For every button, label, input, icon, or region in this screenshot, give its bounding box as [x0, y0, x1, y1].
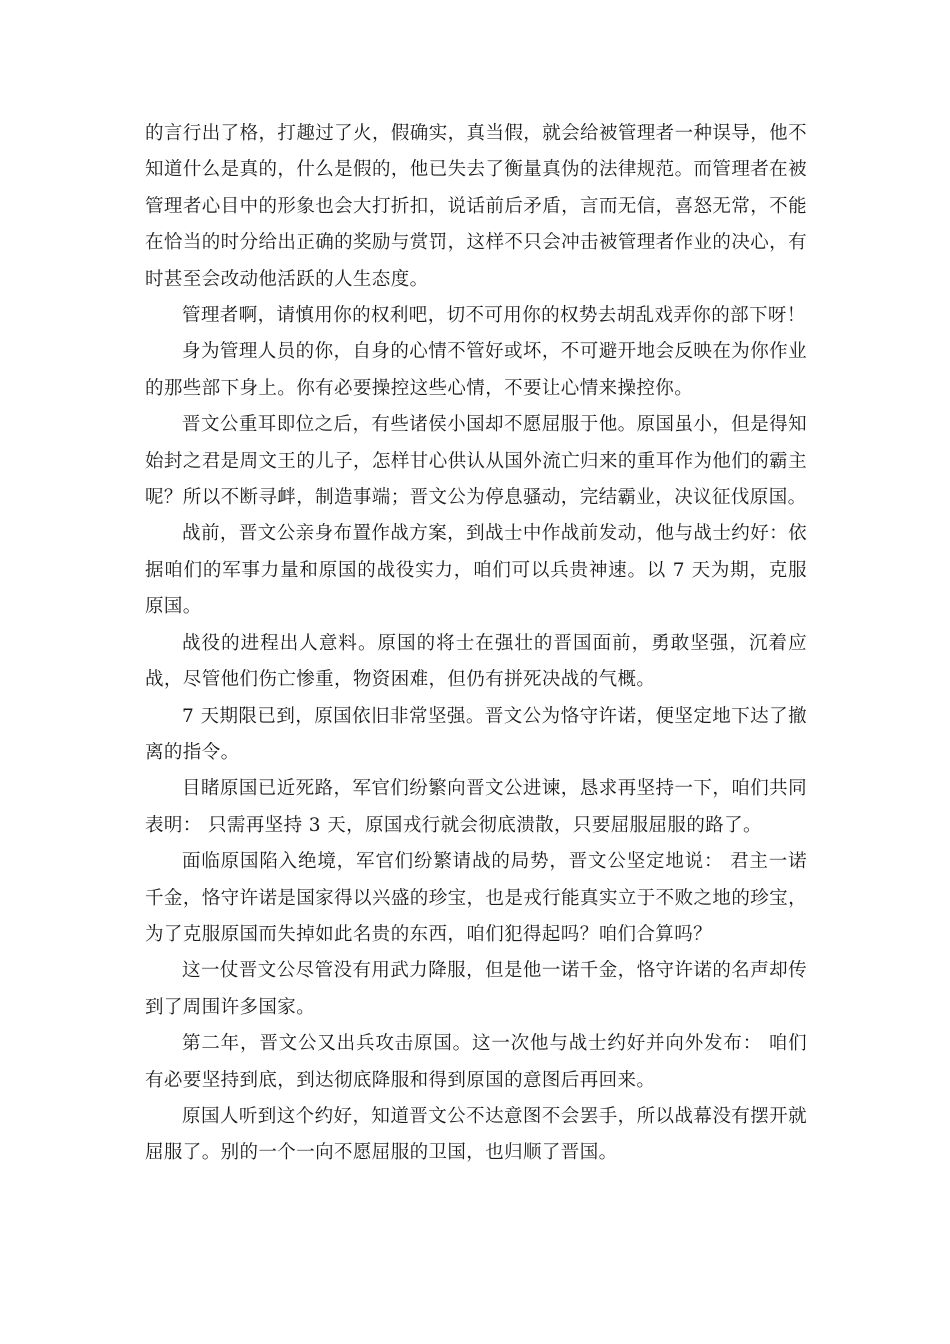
paragraph-6: 战役的进程出人意料。原国的将士在强壮的晋国面前，勇敢坚强，沉着应战，尽管他们伤亡惨重，物资困难，但仍有拼死决战的气概。: [145, 632, 807, 691]
paragraph-4: 晋文公重耳即位之后，有些诸侯小国却不愿屈服于他。原国虽小，但是得知始封之君是周文王的儿子，怎样甘心供认从国外流亡归来的重耳作为他们的霸主呢？所以不断寻衅，制造事端；晋文公为停息骚动，完结霸业，决议征伐原国。: [145, 414, 807, 509]
paragraph-10: 这一仗晋文公尽管没有用武力降服，但是他一诺千金，恪守许诺的名声却传到了周围许多国家。: [145, 960, 807, 1018]
paragraph-11: 第二年，晋文公又出兵攻击原国。这一次他与战士约好并向外发布： 咱们有必要坚持到底，到达彻底降服和得到原国的意图后再回来。: [145, 1033, 807, 1091]
paragraph-12: 原国人听到这个约好，知道晋文公不达意图不会罢手，所以战幕没有摆开就屈服了。别的一个一向不愿屈服的卫国，也归顺了晋国。: [145, 1105, 807, 1164]
paragraph-1: 的言行出了格，打趣过了火，假确实，真当假，就会给被管理者一种误导，他不知道什么是真的，什么是假的，他已失去了衡量真伪的法律规范。而管理者在被管理者心目中的形象也会大打折扣，说话前后矛盾，言而无信，喜怒无常，不能在恰当的时分给出正确的奖励与赏罚，这样不只会冲击被管理者作业的决心，有时甚至会改动他活跃的人生态度。: [145, 123, 807, 290]
paragraph-5: 战前，晋文公亲身布置作战方案，到战士中作战前发动，他与战士约好：依据咱们的军事力量和原国的战役实力，咱们可以兵贵神速。以 7 天为期，克服原国。: [145, 523, 807, 618]
paragraph-7: 7 天期限已到，原国依旧非常坚强。晋文公为恪守许诺，便坚定地下达了撤离的指令。: [145, 705, 807, 763]
paragraph-8: 目睹原国已近死路，军官们纷繁向晋文公进谏，恳求再坚持一下，咱们共同表明： 只需再坚持 3 天，原国戎行就会彻底溃散，只要屈服屈服的路了。: [145, 778, 807, 836]
paragraph-9: 面临原国陷入绝境，军官们纷繁请战的局势，晋文公坚定地说： 君主一诺千金，恪守许诺是国家得以兴盛的珍宝，也是戎行能真实立于不败之地的珍宝，为了克服原国而失掉如此名贵的东西，咱们犯得起吗？咱们合算吗？: [145, 851, 807, 945]
paragraph-3: 身为管理人员的你，自身的心情不管好或坏，不可避开地会反映在为你作业的那些部下身上。你有必要操控这些心情，不要让心情来操控你。: [145, 341, 807, 399]
document-body: [145, 116, 807, 1172]
paragraph-2: 管理者啊，请慎用你的权利吧，切不可用你的权势去胡乱戏弄你的部下呀！: [182, 305, 806, 327]
